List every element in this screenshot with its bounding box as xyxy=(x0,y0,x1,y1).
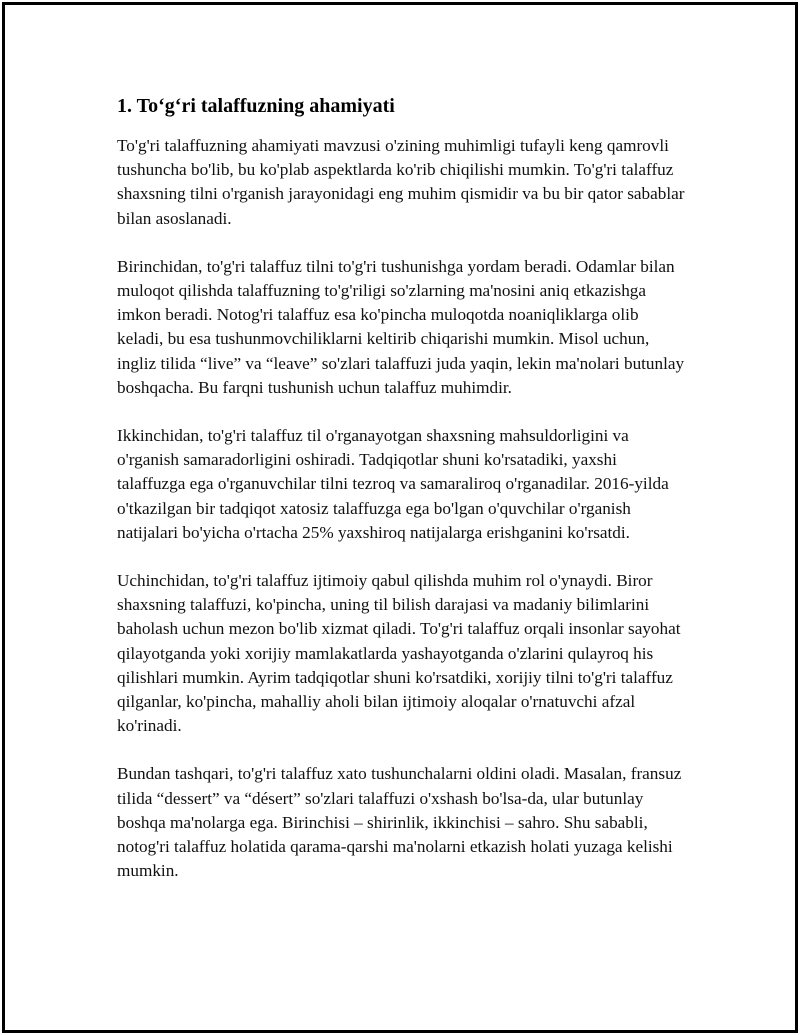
paragraph-5: Bundan tashqari, to'g'ri talaffuz xato tushunchalarni oldini oladi. Masalan, fransuz tilida “dessert” va “désert” so'zlari talaffuzi o'xshash bo'lsa-da, ular butunlay boshqa ma'nolarga ega. Birinchisi – shirinlik, ikkinchisi – sahro. Shu sababli, notog'ri talaffuz holatida qarama-qarshi ma'nolarni etkazish holati yuzaga kelishi mumkin. xyxy=(117,764,682,881)
section-heading: 1. To‘g‘ri talaffuzning ahamiyati xyxy=(117,95,395,117)
document-body xyxy=(117,92,689,907)
paragraph-4: Uchinchidan, to'g'ri talaffuz ijtimoiy qabul qilishda muhim rol o'ynaydi. Biror shaxsning talaffuzi, ko'pincha, uning til bilish darajasi va madaniy bilimlarini baholash uchun mezon bo'lib xizmat qiladi. To'g'ri talaffuz orqali insonlar sayohat qilayotganda yoki xorijiy mamlakatlarda yashayotganda o'zlarini qulayroq his qilishlari mumkin. Ayrim tadqiqotlar shuni ko'rsatdiki, xorijiy tilni to'g'ri talaffuz qilganlar, ko'pincha, mahalliy aholi bilan ijtimoiy aloqalar o'rnatuvchi afzal ko'rinadi. xyxy=(117,571,681,736)
paragraph-1: To'g'ri talaffuzning ahamiyati mavzusi o'zining muhimligi tufayli keng qamrovli tushuncha bo'lib, bu ko'plab aspektlarda ko'rib chiqilishi mumkin. To'g'ri talaffuz shaxsning tilni o'rganish jarayonidagi eng muhim qismidir va bu bir qator sabablar bilan asoslanadi. xyxy=(117,136,685,228)
paragraph-2: Birinchidan, to'g'ri talaffuz tilni to'g'ri tushunishga yordam beradi. Odamlar bilan muloqot qilishda talaffuzning to'g'riligi so'zlarning ma'nosini aniq etkazishga imkon beradi. Notog'ri talaffuz esa ko'pincha muloqotda noaniqliklarga olib keladi, bu esa tushunmovchiliklarni keltirib chiqarishi mumkin. Misol uchun, ingliz tilida “live” va “leave” so'zlari talaffuzi juda yaqin, lekin ma'nolari butunlay boshqacha. Bu farqni tushunish uchun talaffuz muhimdir. xyxy=(117,256,685,397)
paragraph-3: Ikkinchidan, to'g'ri talaffuz til o'rganayotgan shaxsning mahsuldorligini va o'rganish samaradorligini oshiradi. Tadqiqotlar shuni ko'rsatadiki, yaxshi talaffuzga ega o'rganuvchilar tilni tezroq va samaraliroq o'rganadilar. 2016-yilda o'tkazilgan bir tadqiqot xatosiz talaffuzga ega bo'lgan o'quvchilar o'rganish natijalari bo'yicha o'rtacha 25% yaxshiroq natijalarga erishganini ko'rsatdi. xyxy=(117,426,669,542)
